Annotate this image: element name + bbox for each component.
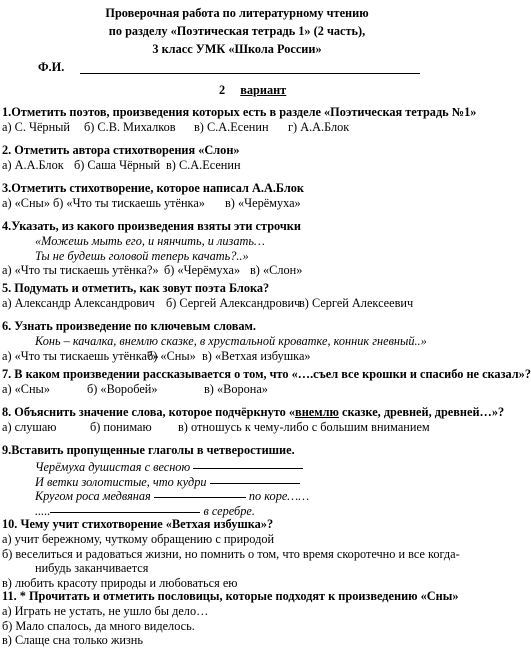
- q6-option-c[interactable]: в) «Ветхая избушка»: [202, 348, 311, 363]
- question-8: [2, 405, 505, 435]
- question-4-options: [2, 263, 472, 278]
- question-3-options: [2, 196, 472, 211]
- q6-quote: Конь – качалка, внемлю сказке, в хрустальной кроватке, конник гневный..»: [35, 333, 427, 348]
- q10-option-c[interactable]: в) любить красоту природы и любоваться ею: [2, 576, 238, 590]
- q11-option-c[interactable]: в) Слаще сна только жизнь: [2, 633, 143, 648]
- q8-option-a[interactable]: а) слушаю: [2, 419, 57, 434]
- q10-option-a[interactable]: а) учит бережному, чуткому обращению с природой: [2, 531, 275, 546]
- question-1-text: 1.Отметить поэтов, произведения которых есть в разделе «Поэтическая тетрадь №1»: [2, 105, 477, 119]
- q4-option-c[interactable]: в) «Слон»: [250, 263, 303, 278]
- q9-line-3: [2, 489, 472, 504]
- question-8-text: [2, 405, 505, 420]
- q1-option-c[interactable]: в) С.А.Есенин: [194, 119, 269, 134]
- q11-option-b[interactable]: б) Мало спалось, да много виделось.: [2, 618, 195, 633]
- question-1-options: [2, 120, 472, 135]
- q2-option-b[interactable]: б) Саша Чёрный: [74, 157, 161, 172]
- variant-heading: [219, 83, 286, 98]
- question-11-text: 11. * Прочитать и отметить пословицы, которые подходят к произведению «Сны»: [2, 589, 459, 603]
- q11-option-a[interactable]: а) Играть не устать, не ушло бы дело…: [2, 603, 209, 618]
- question-2-text: 2. Отметить автора стихотворения «Слон»: [2, 143, 240, 157]
- q9-blank-4[interactable]: [50, 512, 200, 513]
- q7-option-c[interactable]: в) «Ворона»: [204, 381, 268, 396]
- q9-line-3-end: по коре……: [245, 489, 310, 504]
- question-6: [2, 319, 472, 363]
- name-label: Ф.И.: [38, 60, 65, 74]
- question-3-text: 3.Отметить стихотворение, которое написал А.А.Блок: [2, 181, 305, 195]
- q5-option-a[interactable]: а) Александр Александрович: [2, 295, 155, 310]
- q2-option-c[interactable]: в) С.А.Есенин: [166, 157, 241, 172]
- q9-line-4-end: в серебре.: [200, 504, 255, 518]
- question-9-text: 9.Вставить пропущенные глаголы в четверостишие.: [2, 443, 295, 457]
- q10-option-b-cont: нибудь заканчивается: [35, 561, 149, 576]
- header-line-3: 3 класс УМК «Школа России»: [152, 42, 322, 56]
- question-5-text: 5. Подумать и отметить, как зовут поэта Блока?: [2, 281, 270, 295]
- q6-option-a[interactable]: а) «Что ты тискаешь утёнка?»: [2, 348, 159, 363]
- question-2-options: [2, 158, 472, 173]
- question-4: [2, 219, 472, 278]
- q7-option-b[interactable]: б) «Воробей»: [87, 381, 158, 396]
- variant-number: 2: [219, 83, 226, 97]
- question-9: [2, 443, 472, 519]
- q9-line-1-text: Черёмуха душистая с весною: [35, 459, 194, 474]
- question-7-text: 7. В каком произведении рассказывается о том, что «….съел все крошки и спасибо не сказал»?: [2, 367, 531, 381]
- q8-text-end: сказке, древней, древней…»?: [338, 405, 505, 419]
- q9-line-4-dots: .....: [35, 504, 51, 518]
- q8-underlined-word: внемлю: [295, 405, 339, 419]
- variant-label: вариант: [240, 83, 287, 97]
- q1-option-d[interactable]: г) А.А.Блок: [288, 119, 350, 134]
- q5-option-c[interactable]: в) Сергей Алексеевич: [299, 295, 414, 310]
- q4-option-b[interactable]: б) «Черёмуха»: [164, 263, 241, 278]
- q4-quote-line-1: «Можешь мыть его, и нянчить, и лизать…: [35, 233, 265, 248]
- q3-option-c[interactable]: в) «Черёмуха»: [225, 195, 301, 210]
- q6-option-b[interactable]: б) «Сны»: [147, 348, 196, 363]
- q7-option-a[interactable]: а) «Сны»: [2, 381, 50, 396]
- header-line-1: Проверочная работа по литературному чтению: [105, 6, 369, 20]
- question-10: [2, 517, 472, 591]
- q3-option-a[interactable]: а) «Сны»: [2, 195, 50, 210]
- q4-option-a[interactable]: а) «Что ты тискаешь утёнка?»: [2, 263, 159, 278]
- question-5: [2, 281, 472, 311]
- q9-blank-3[interactable]: [154, 497, 246, 498]
- question-5-options: [2, 296, 472, 311]
- q9-line-2-text: И ветки золотистые, что кудри: [35, 474, 210, 489]
- q1-option-b[interactable]: б) С.В. Михалков: [84, 119, 176, 134]
- q9-line-3-text: Кругом роса медвяная: [35, 489, 154, 504]
- question-1: [2, 105, 477, 135]
- q4-quote-line-2: Ты не будешь головой теперь качать?..»: [35, 248, 249, 263]
- question-10-text: 10. Чему учит стихотворение «Ветхая избушка»?: [2, 517, 274, 531]
- q9-blank-2[interactable]: [210, 483, 300, 484]
- question-7-options: [2, 382, 472, 397]
- q10-option-b[interactable]: б) веселиться и радоваться жизни, но помнить о том, что время скоротечно и все когда-: [2, 546, 460, 561]
- q8-text-start: 8. Объяснить значение слова, которое подчёркнуто «: [2, 405, 296, 419]
- q5-option-b[interactable]: б) Сергей Александрович: [166, 295, 301, 310]
- q1-option-a[interactable]: а) С. Чёрный: [2, 119, 70, 134]
- q9-line-1: [2, 460, 472, 475]
- question-8-options: [2, 420, 472, 435]
- question-4-text: 4.Указать, из какого произведения взяты эти строчки: [2, 219, 301, 233]
- q3-option-b[interactable]: б) «Что ты тискаешь утёнка»: [53, 195, 205, 210]
- question-2: [2, 143, 472, 173]
- question-11: [2, 589, 472, 648]
- q8-option-b[interactable]: б) понимаю: [90, 419, 152, 434]
- q8-option-c[interactable]: в) отношусь к чему-либо с большим вниманием: [178, 419, 430, 434]
- q2-option-a[interactable]: а) А.А.Блок: [2, 157, 64, 172]
- q9-blank-1[interactable]: [193, 468, 303, 469]
- question-7: [2, 367, 531, 397]
- question-6-options: [2, 349, 472, 364]
- question-3: [2, 181, 472, 211]
- name-field-line[interactable]: [80, 73, 420, 74]
- header-line-2: по разделу «Поэтическая тетрадь 1» (2 часть),: [108, 24, 366, 38]
- question-6-text: 6. Узнать произведение по ключевым словам.: [2, 319, 256, 333]
- q9-line-2: [2, 475, 472, 490]
